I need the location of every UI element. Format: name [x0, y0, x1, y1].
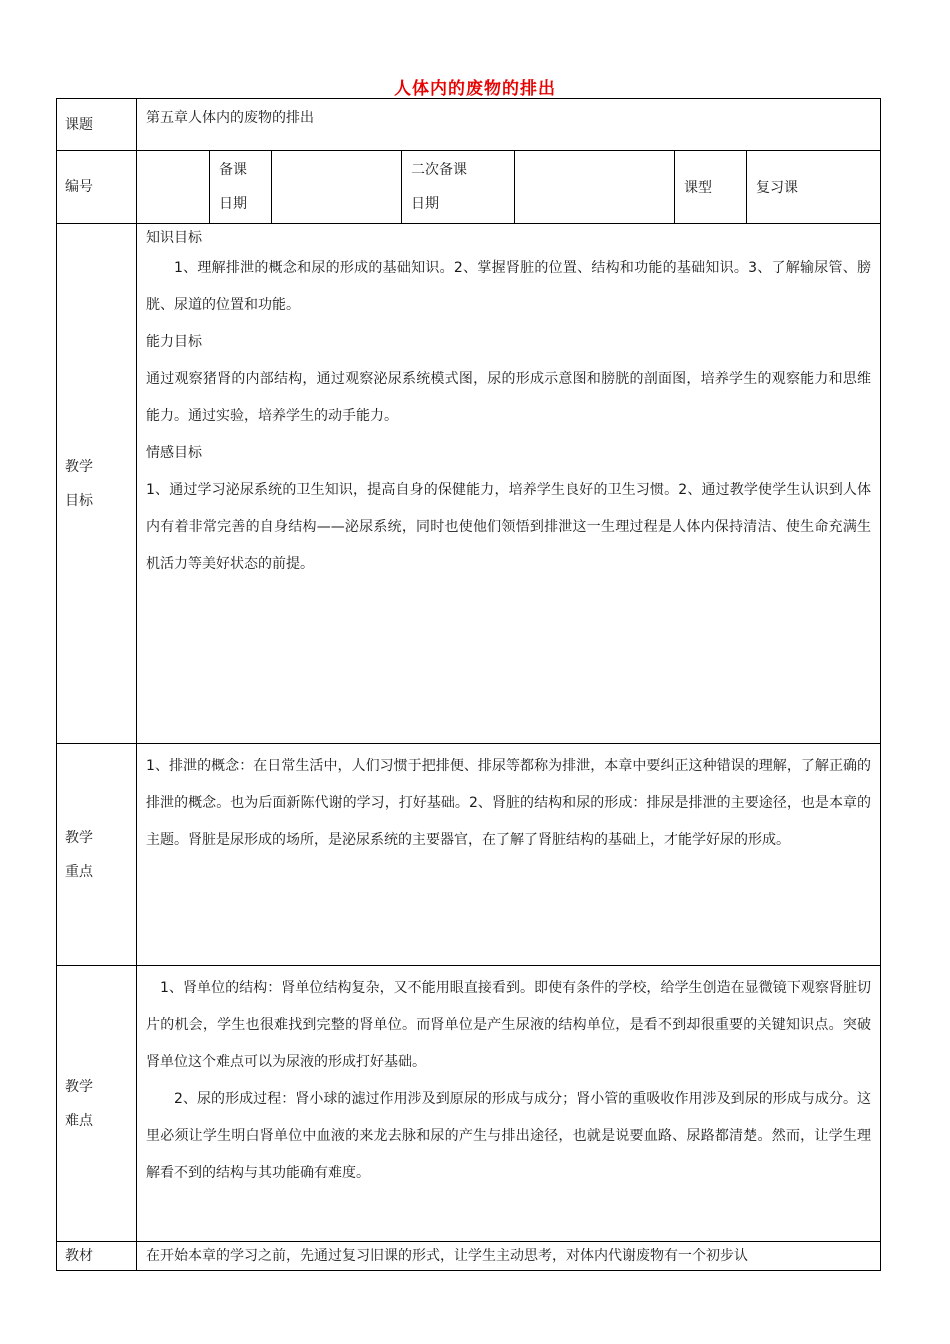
key-points-label-line2: 重点 — [65, 863, 93, 880]
emotion-text: 1、通过学习泌尿系统的卫生知识，提高自身的保健能力，培养学生良好的卫生习惯。2、通过教学使学生认识到人体内有着非常完善的自身结构——泌尿系统，同时也使他们领悟到排泄这一生理过程是人体内保持清洁、使生命充满生机活力等美好状态的前提。 — [146, 482, 872, 572]
info-row — [57, 151, 881, 224]
difficulties-text-1: 1、肾单位的结构：肾单位结构复杂，又不能用眼直接看到。即使有条件的学校，给学生创造在显微镜下观察肾脏切片的机会，学生也很难找到完整的肾单位。而肾单位是产生尿液的结构单位，是看不到却很重要的关键知识点。突破肾单位这个难点可以为尿液的形成打好基础。 — [146, 980, 872, 1070]
prep-label-line1: 备课 — [219, 162, 247, 178]
lesson-type-value: 复习课 — [747, 151, 881, 224]
second-prep-date-label — [402, 151, 515, 224]
prep-date-label — [210, 151, 272, 224]
goals-label-line1: 教学 — [65, 458, 93, 475]
ability-heading: 能力目标 — [146, 334, 202, 350]
second-prep-label-line2: 日期 — [411, 196, 439, 212]
knowledge-text: 1、理解排泄的概念和尿的形成的基础知识。2、掌握肾脏的位置、结构和功能的基础知识。3、了解输尿管、膀胱、尿道的位置和功能。 — [146, 260, 872, 313]
difficulties-label-line1: 教学 — [65, 1078, 93, 1095]
topic-value: 第五章人体内的废物的排出 — [137, 99, 881, 151]
prep-label-line2: 日期 — [219, 196, 247, 212]
difficulties-text-2: 2、尿的形成过程：肾小球的滤过作用涉及到原尿的形成与成分；肾小管的重吸收作用涉及到尿的形成与成分。这里必须让学生明白肾单位中血液的来龙去脉和尿的产生与排出途径，也就是说要血路、尿路都清楚。然而，让学生理解看不到的结构与其功能确有难度。 — [146, 1091, 872, 1181]
lesson-type-label: 课型 — [675, 151, 747, 224]
materials-text: 在开始本章的学习之前，先通过复习旧课的形式，让学生主动思考，对体内代谢废物有一个初步认 — [137, 1242, 881, 1271]
key-points-text: 1、排泄的概念：在日常生活中，人们习惯于把排便、排尿等都称为排泄，本章中要纠正这种错误的理解，了解正确的排泄的概念。也为后面新陈代谢的学习，打好基础。2、肾脏的结构和尿的形成：排尿是排泄的主要途径，也是本章的主题。肾脏是尿形成的场所，是泌尿系统的主要器官，在了解了肾脏结构的基础上，才能学好尿的形成。 — [146, 758, 872, 848]
key-points-row — [57, 744, 881, 966]
emotion-heading: 情感目标 — [146, 445, 202, 461]
topic-label: 课题 — [57, 99, 137, 151]
key-points-label-line1: 教学 — [65, 829, 93, 846]
key-points-content — [137, 744, 881, 966]
second-prep-date-value — [515, 151, 675, 224]
goals-label — [57, 224, 137, 744]
number-label: 编号 — [57, 151, 137, 224]
second-prep-label-line1: 二次备课 — [411, 162, 467, 178]
materials-row — [57, 1242, 881, 1271]
prep-date-value — [272, 151, 402, 224]
topic-row — [57, 99, 881, 151]
difficulties-label-line2: 难点 — [65, 1112, 93, 1129]
number-value — [137, 151, 210, 224]
materials-label: 教材 — [57, 1242, 137, 1271]
goals-label-line2: 目标 — [65, 492, 93, 509]
key-points-label — [57, 744, 137, 966]
difficulties-row — [57, 966, 881, 1242]
ability-text: 通过观察猪肾的内部结构，通过观察泌尿系统模式图，尿的形成示意图和膀胱的剖面图，培养学生的观察能力和思维能力。通过实验，培养学生的动手能力。 — [146, 371, 872, 424]
goals-row — [57, 224, 881, 744]
page-title: 人体内的废物的排出 — [394, 79, 556, 99]
goals-content — [137, 224, 881, 744]
difficulties-label — [57, 966, 137, 1242]
knowledge-heading: 知识目标 — [146, 230, 202, 246]
lesson-plan-table — [56, 98, 881, 1271]
difficulties-content — [137, 966, 881, 1242]
